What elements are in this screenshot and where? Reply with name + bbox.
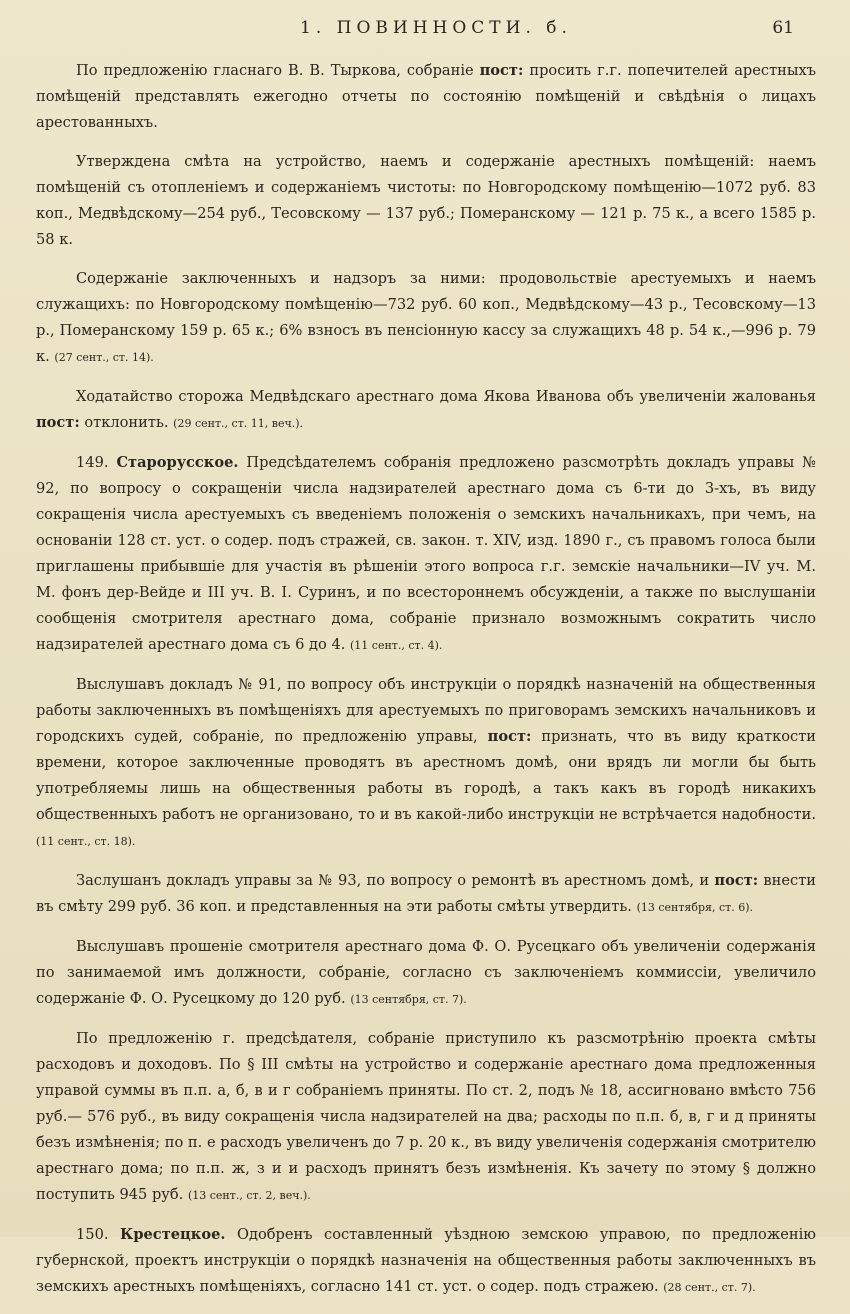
bold-term: пост: (714, 872, 759, 889)
text-run: По предложенію гласнаго В. В. Тыркова, собраніе (76, 62, 480, 79)
session-reference: (27 сент., ст. 14). (54, 351, 154, 364)
bold-term: пост: (487, 728, 532, 745)
paragraph (36, 149, 816, 253)
session-reference: (28 сент., ст. 7). (663, 1281, 756, 1294)
paragraph (36, 1026, 816, 1209)
session-reference: (11 сент., ст. 18). (36, 835, 136, 848)
bold-term: Старорусское. (116, 454, 239, 471)
page-header (0, 18, 850, 44)
bold-term: пост: (36, 414, 80, 431)
bold-term: Крестецкое. (120, 1226, 226, 1243)
text-run: Утверждена смѣта на устройство, наемъ и содержаніе арестныхъ помѣщеній: наемъ помѣщеній съ отопленіемъ и содержаніемъ чистоты: по Новгородскому помѣщенію—1072 руб. 83 коп., Медвѣдскому—254 руб., Тесовскому — 137 руб.; Померанскому — 121 р. 75 к., а всего 1585 р. 58 к. (36, 153, 816, 248)
text-run: отклонить. (79, 414, 174, 431)
text-run: Ходатайство сторожа Медвѣдскаго арестнаго дома Якова Иванова объ увеличеніи жалованья (76, 388, 816, 405)
paragraph (36, 450, 816, 659)
text-run: признать, что въ виду краткости времени, которое заключенные проводятъ въ арестномъ домѣ, они врядъ ли могли бы быть употребляемы лишь на общественныя работы въ городѣ, а такъ какъ въ городѣ никакихъ общественныхъ работъ не организовано, то и въ какой-либо инструкціи не встрѣчается надобности. (36, 728, 816, 823)
session-reference: (13 сентября, ст. 7). (350, 993, 467, 1006)
running-head: 1. ПОВИННОСТИ. б. (300, 18, 572, 38)
session-reference: (11 сент., ст. 4). (350, 639, 443, 652)
text-run: Выслушавъ докладъ № 91, по вопросу объ инструкціи о порядкѣ назначеній на общественныя работы заключенныхъ въ помѣщеніяхъ для арестуемыхъ по приговорамъ земскихъ начальниковъ и городскихъ судей, собраніе, по предложенію управы, (36, 676, 816, 745)
paragraph (36, 868, 816, 921)
paragraph (36, 58, 816, 136)
text-run: Заслушанъ докладъ управы за № 93, по вопросу о ремонтѣ въ арестномъ домѣ, и (76, 872, 715, 889)
text-run: 150. (76, 1226, 121, 1243)
paragraph (36, 934, 816, 1013)
page-number: 61 (772, 18, 794, 38)
bold-term: пост: (479, 62, 524, 79)
body-text (36, 58, 816, 1314)
text-run: просить г.г. попечителей арестныхъ помѣщеній представлять ежегодно отчеты по состоянію помѣщеній и свѣдѣнія о лицахъ арестованныхъ. (36, 62, 816, 131)
session-reference: (29 сент., ст. 11, веч.). (173, 417, 304, 430)
paragraph (36, 384, 816, 437)
text-run: внести въ смѣту 299 руб. 36 коп. и представленныя на эти работы смѣты утвердить. (36, 872, 816, 915)
text-run: Выслушавъ прошеніе смотрителя арестнаго дома Ф. О. Русецкаго объ увеличеніи содержанія по занимаемой имъ должности, собраніе, согласно съ заключеніемъ коммиссіи, увеличило содержаніе Ф. О. Русецкому до 120 руб. (36, 938, 816, 1007)
text-run: По предложенію г. предсѣдателя, собраніе приступило къ разсмотрѣнію проекта смѣты расходовъ и доходовъ. По § III смѣты на устройство и содержаніе арестнаго дома предложенныя управой суммы въ п.п. а, б, в и г собраніемъ приняты. По ст. 2, подъ № 18, ассигновано вмѣсто 756 руб.— 576 руб., въ виду сокращенія числа надзирателей на два; расходы по п.п. б, в, г и д приняты безъ измѣненія; по п. е расходъ увеличенъ до 7 р. 20 к., въ виду увеличенія содержанія смотрителю арестнаго дома; по п.п. ж, з и и расходъ принятъ безъ измѣненія. Къ зачету по этому § должно поступить 945 руб. (36, 1030, 816, 1203)
text-run: 149. (76, 454, 117, 471)
text-run: Предсѣдателемъ собранія предложено разсмотрѣть докладъ управы № 92, по вопросу о сокращеніи числа надзирателей арестнаго дома съ 6-ти до 3-хъ, въ виду сокращенія числа арестуемыхъ съ введеніемъ положенія о земскихъ начальникахъ, при чемъ, на основаніи 128 ст. уст. о содер. подъ стражей, св. закон. т. XIV, изд. 1890 г., съ правомъ голоса были приглашены прибывшіе для участія въ рѣшеніи этого вопроса г.г. земскіе начальники—IV уч. М. М. фонъ дер-Вейде и III уч. В. І. Суринъ, и по всестороннемъ обсужденіи, а также по выслушаніи сообщенія смотрителя арестнаго дома, собраніе признало возможнымъ сократить число надзирателей арестнаго дома съ 6 до 4. (36, 454, 816, 653)
session-reference: (13 сент., ст. 2, веч.). (187, 1189, 311, 1202)
paragraph (36, 266, 816, 371)
paragraph (36, 1222, 816, 1301)
text-run: Одобренъ составленный уѣздною земскою управою, по предложенію губернской, проектъ инструкціи о порядкѣ назначенія на общественныя работы заключенныхъ въ земскихъ арестныхъ помѣщеніяхъ, согласно 141 ст. уст. о содер. подъ стражею. (36, 1226, 816, 1295)
session-reference: (13 сентября, ст. 6). (636, 901, 753, 914)
text-run: Содержаніе заключенныхъ и надзоръ за ними: продовольствіе арестуемыхъ и наемъ служащихъ: по Новгородскому помѣщенію—732 руб. 60 коп., Медвѣдскому—43 р., Тесовскому—13 р., Померанскому 159 р. 65 к.; 6% взносъ въ пенсіонную кассу за служащихъ 48 р. 54 к.,—996 р. 79 к. (36, 270, 816, 365)
paragraph (36, 672, 816, 855)
